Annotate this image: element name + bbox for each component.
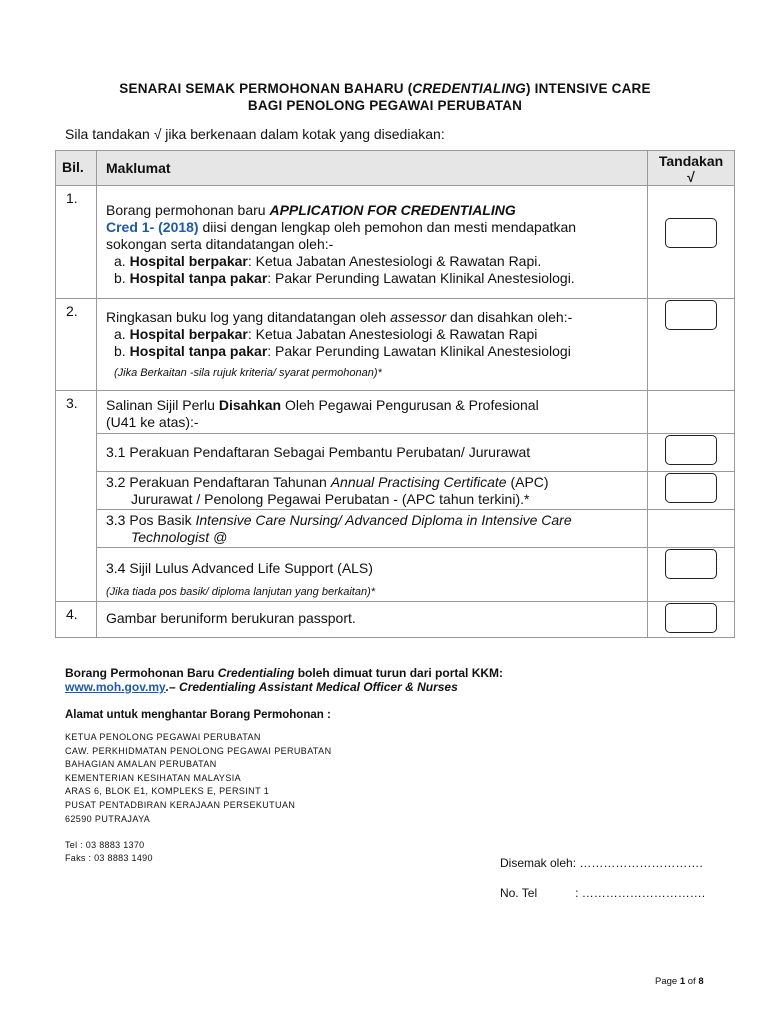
table-row [56,299,735,391]
table-row [56,602,735,638]
portal-note: Borang Permohonan Baru Credentialing boleh dimuat turun dari portal KKM: www.moh.gov.my.– Credentialing Assistant Medical Officer & Nurses [65,666,504,694]
phone-field: No. Tel : …………………………. [500,886,706,900]
row-note: (Jika Berkaitan -sila rujuk kriteria/ syarat permohonan)* [114,367,382,379]
table-header-row [56,151,735,186]
checkbox-cell [648,548,735,602]
instruction-text: Sila tandakan √ jika berkenaan dalam kotak yang disediakan: [65,126,445,142]
row-description: Ringkasan buku log yang ditandatangan oleh assessor dan disahkan oleh:- a. Hospital berpakar: Ketua Jabatan Anestesiologi & Rawatan Rapi b. Hospital tanpa pakar: Pakar Perunding Lawatan Klinikal Anestesiologi (Jika Berkaitan -sila rujuk kriteria/ syarat permohonan)* [97,299,648,391]
empty-cell [648,510,735,548]
row-number: 2. [56,299,97,391]
row-number: 3. [56,391,97,602]
tick-symbol: √ [687,169,695,185]
checkbox-cell [648,186,735,299]
row-description: 3.3 Pos Basik Intensive Care Nursing/ Advanced Diploma in Intensive Care Technologist @ [97,510,648,548]
page-number: Page 1 of 8 [655,976,704,987]
table-row [56,186,735,299]
row-description: 3.2 Perakuan Pendaftaran Tahunan Annual Practising Certificate (APC) Jururawat / Penolong Pegawai Perubatan - (APC tahun terkini).* [97,472,648,510]
row-description: 3.1 Perakuan Pendaftaran Sebagai Pembantu Perubatan/ Jururawat [97,434,648,472]
checkbox-cell [648,299,735,391]
row-description: Salinan Sijil Perlu Disahkan Oleh Pegawai Pengurusan & Profesional (U41 ke atas):- [97,391,648,434]
checked-by-field: Disemak oleh: …………………………. [500,856,703,870]
checkbox-cell [648,434,735,472]
fax-number: Faks : 03 8883 1490 [65,853,153,863]
address-heading: Alamat untuk menghantar Borang Permohonan : [65,709,331,721]
address-block: KETUA PENOLONG PEGAWAI PERUBATAN CAW. PERKHIDMATAN PENOLONG PEGAWAI PERUBATAN BAHAGIAN AMALAN PERUBATAN KEMENTERIAN KESIHATAN MALAYSIA ARAS 6, BLOK E1, KOMPLEKS E, PERSINT 1 PUSAT PENTADBIRAN KERAJAAN PERSEKUTUAN 62590 PUTRAJAYA [65,732,332,824]
title-line-1: SENARAI SEMAK PERMOHONAN BAHARU (CREDENTIALING) INTENSIVE CARE [119,81,651,96]
header-bil: Bil. [56,151,97,186]
checkbox-cell [648,472,735,510]
contact-block [65,839,153,865]
row-description: Gambar beruniform berukuran passport. [97,602,648,638]
tel-number: Tel : 03 8883 1370 [65,840,145,850]
checklist-table [55,150,735,638]
title-line-2: BAGI PENOLONG PEGAWAI PERUBATAN [247,98,523,113]
checkbox-3-2[interactable] [665,473,717,503]
table-row [56,391,735,434]
row-description: 3.4 Sijil Lulus Advanced Life Support (ALS) (Jika tiada pos basik/ diploma lanjutan yang berkaitan)* [97,548,648,602]
row-note: (Jika tiada pos basik/ diploma lanjutan yang berkaitan)* [106,586,376,598]
row-number: 4. [56,602,97,638]
checkbox-3-4[interactable] [665,549,717,579]
checkbox-3-1[interactable] [665,435,717,465]
row-number: 1. [56,186,97,299]
document-title [0,80,770,114]
header-maklumat: Maklumat [97,151,648,186]
table-row [56,510,735,548]
checkbox-1[interactable] [665,218,717,248]
table-row [56,472,735,510]
empty-cell [648,391,735,434]
header-tandakan: Tandakan √ [648,151,735,186]
moh-link[interactable]: www.moh.gov.my [65,680,166,694]
checkbox-4[interactable] [665,603,717,633]
table-row [56,434,735,472]
checkbox-2[interactable] [665,300,717,330]
row-description: Borang permohonan baru APPLICATION FOR CREDENTIALING Cred 1- (2018) diisi dengan lengkap oleh pemohon dan mesti mendapatkan sokongan serta ditandatangan oleh:- a. Hospital berpakar: Ketua Jabatan Anestesiologi & Rawatan Rapi. b. Hospital tanpa pakar: Pakar Perunding Lawatan Klinikal Anestesiologi. [97,186,648,299]
checkbox-cell [648,602,735,638]
table-row [56,548,735,602]
